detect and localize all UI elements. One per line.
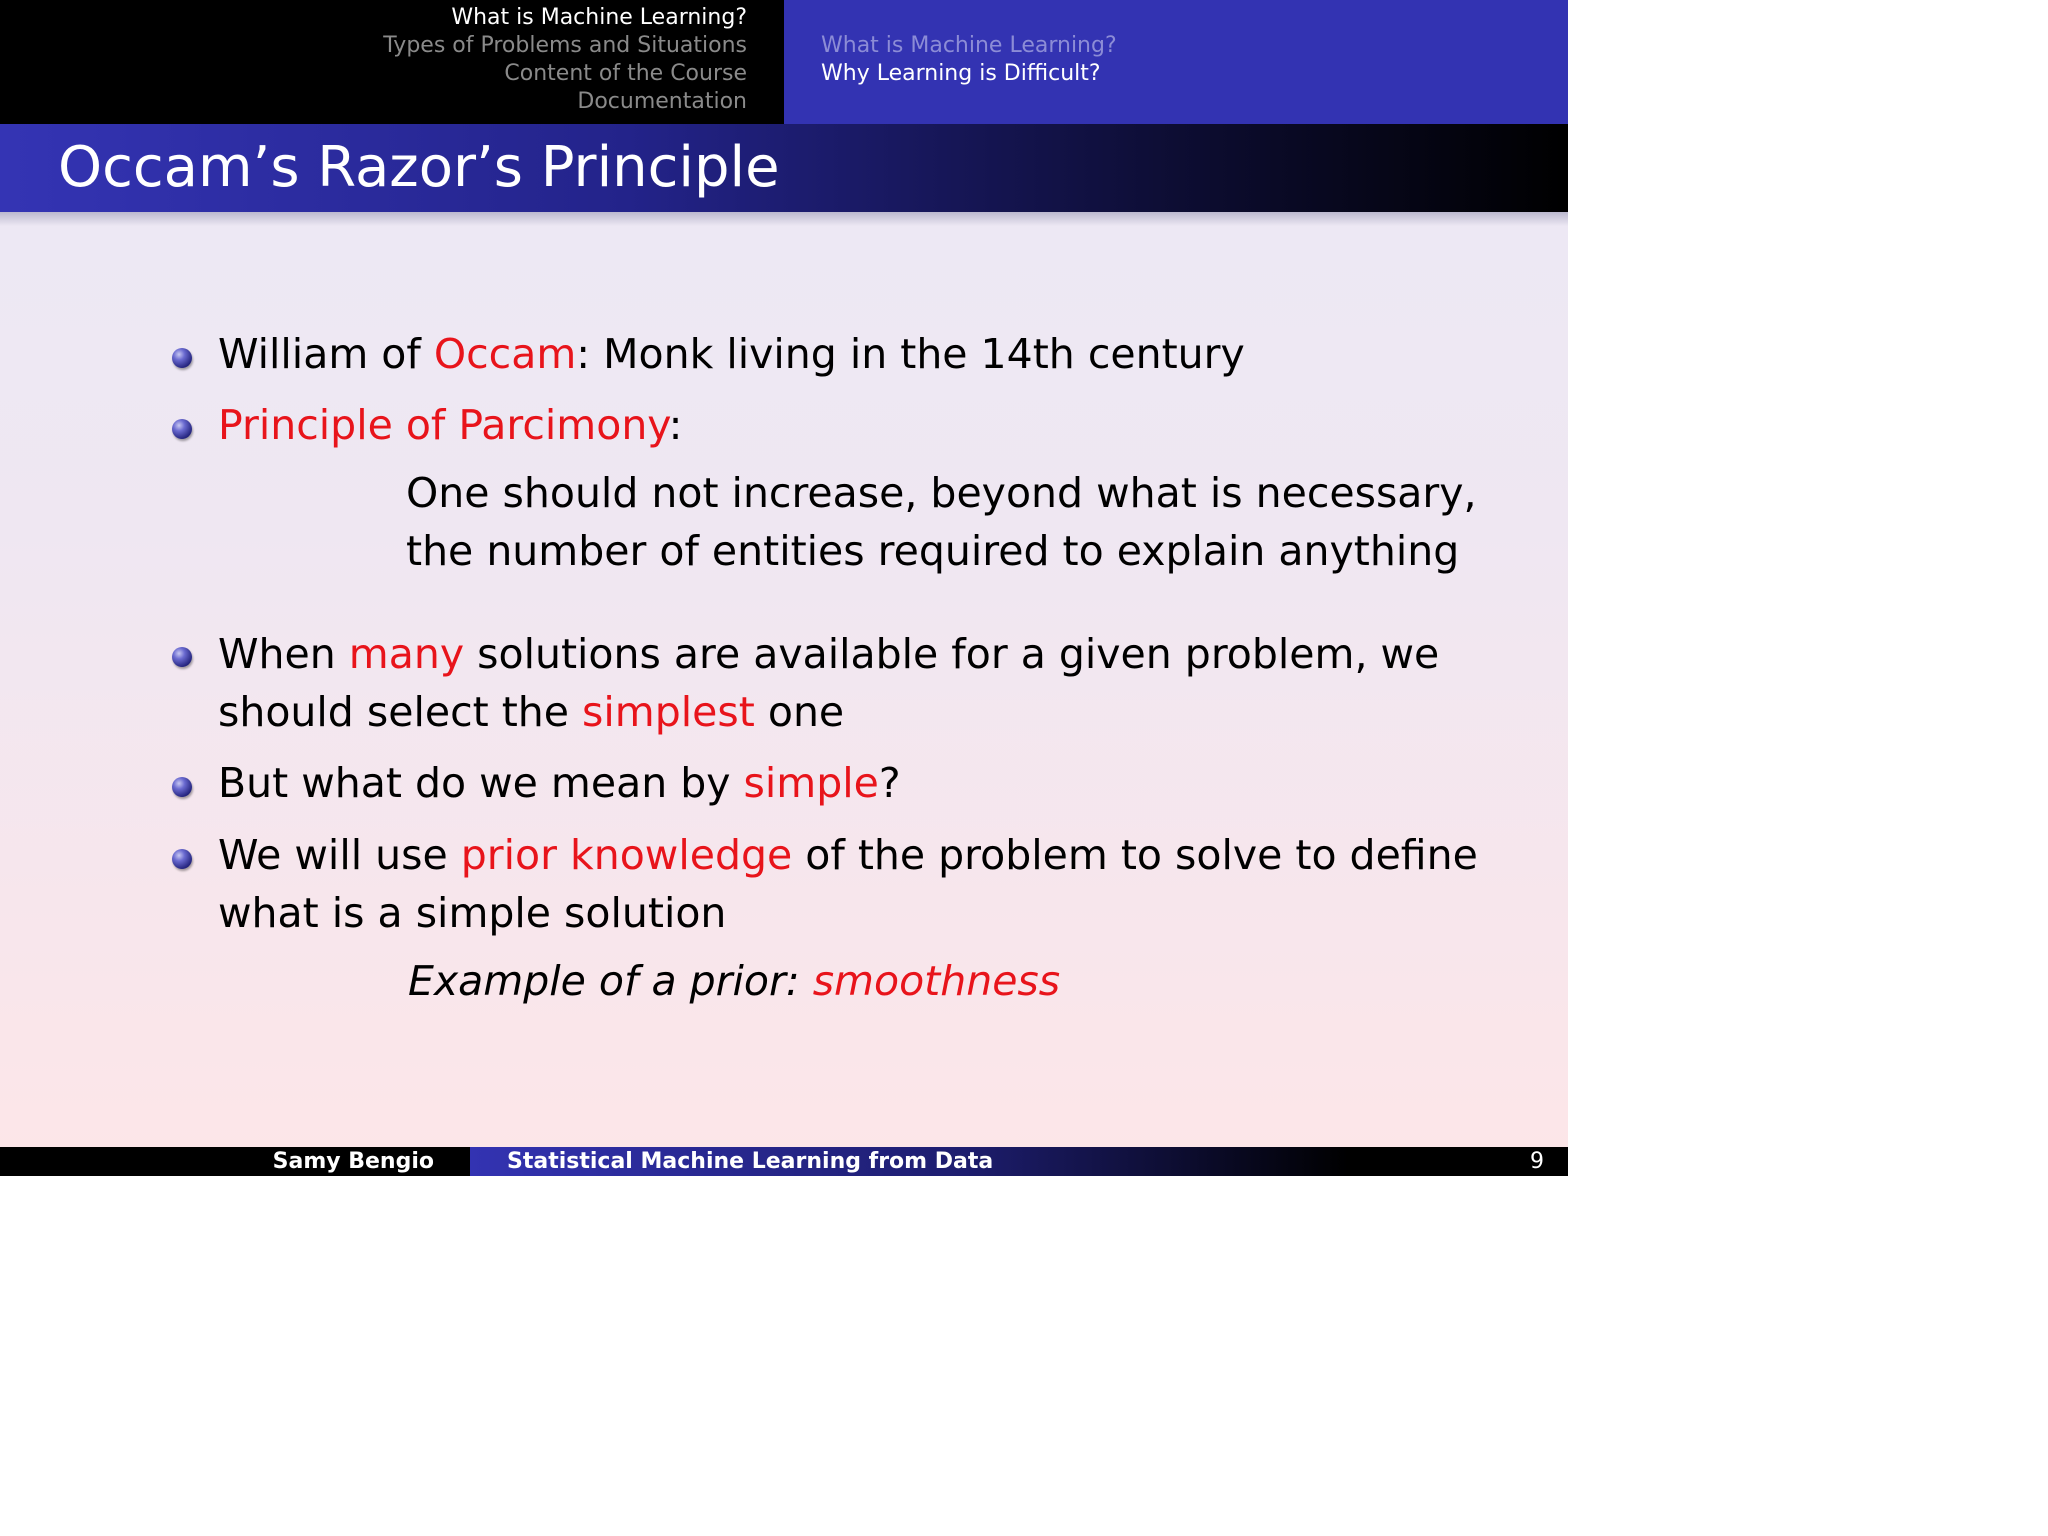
bullet-item-parcimony — [218, 396, 682, 454]
bullet-text: : Monk living in the 14th century — [576, 330, 1245, 378]
bullet-ball-icon — [172, 419, 192, 439]
example-text: Example of a prior: — [408, 957, 813, 1005]
highlight-occam: Occam — [433, 330, 577, 378]
footer — [0, 1147, 1568, 1176]
bullet-ball-icon — [172, 348, 192, 368]
bullet-text: But what do we mean by — [218, 759, 744, 807]
example-of-prior — [408, 952, 1060, 1010]
bullet-text: William of — [218, 330, 434, 378]
bullet-item-occam — [218, 325, 1245, 383]
bullet-ball-icon — [172, 849, 192, 869]
nav-subsection-why-learning-difficult[interactable]: Why Learning is Difficult? — [821, 61, 1101, 86]
nav-section-what-is-ml[interactable]: What is Machine Learning? — [451, 5, 747, 30]
nav-section-documentation[interactable]: Documentation — [577, 89, 747, 114]
bullet-item-prior-knowledge-line-2: what is a simple solution — [218, 889, 727, 937]
bullet-text: solutions are available for a given problem, we — [464, 630, 1440, 678]
quote-line-1: One should not increase, beyond what is necessary, — [406, 469, 1477, 517]
bullet-text: of the problem to solve to define — [792, 831, 1478, 879]
footer-author: Samy Bengio — [0, 1147, 470, 1176]
bullet-item-many-solutions-line-1 — [218, 625, 1439, 683]
bullet-text: should select the — [218, 688, 583, 736]
page-number: 9 — [1530, 1149, 1544, 1174]
bullet-item-prior-knowledge-line-1 — [218, 826, 1478, 884]
bullet-text: one — [754, 688, 845, 736]
bullet-ball-icon — [172, 777, 192, 797]
bullet-text: ? — [878, 759, 901, 807]
highlight-parcimony: Principle of Parcimony — [218, 401, 669, 449]
bullet-text: When — [218, 630, 349, 678]
highlight-smoothness: smoothness — [812, 957, 1061, 1005]
highlight-many: many — [348, 630, 465, 678]
bullet-item-simple — [218, 754, 901, 812]
bullet-item-many-solutions-line-2 — [218, 683, 844, 741]
bullet-ball-icon — [172, 647, 192, 667]
nav-subsection-what-is-ml[interactable]: What is Machine Learning? — [821, 33, 1117, 58]
footer-course-title: Statistical Machine Learning from Data — [470, 1147, 1568, 1176]
bullet-text: : — [668, 401, 683, 449]
quote-line-2: the number of entities required to explain anything — [406, 527, 1460, 575]
highlight-prior-knowledge: prior knowledge — [460, 831, 793, 879]
highlight-simple: simple — [743, 759, 879, 807]
nav-section-types-of-problems[interactable]: Types of Problems and Situations — [383, 33, 747, 58]
slide-title: Occam’s Razor’s Principle — [58, 135, 780, 200]
bullet-text: We will use — [218, 831, 461, 879]
highlight-simplest: simplest — [582, 688, 755, 736]
nav-section-content-of-course[interactable]: Content of the Course — [504, 61, 747, 86]
